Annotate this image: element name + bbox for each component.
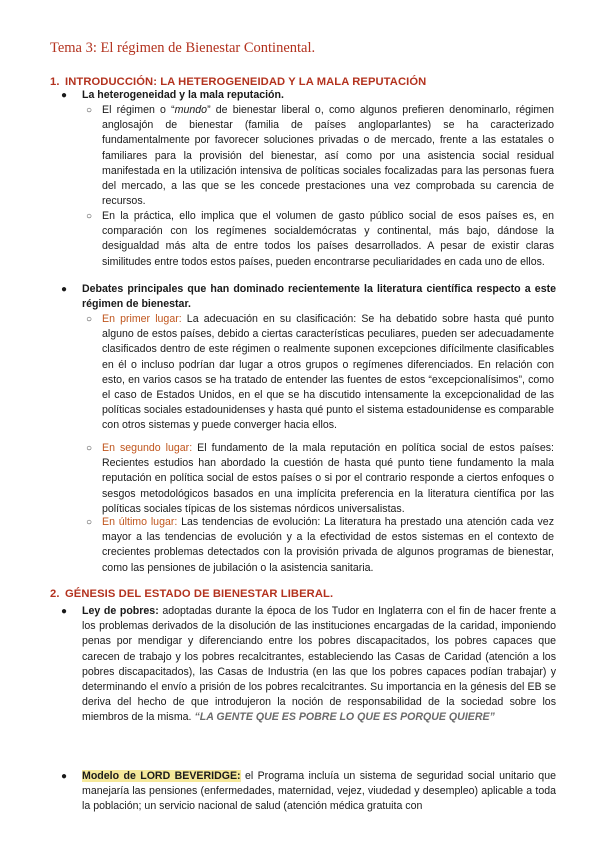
bullet-disc-icon: ● — [61, 90, 68, 101]
bullet-heterogeneidad: La heterogeneidad y la mala reputación. — [82, 89, 284, 101]
section-heading-2 — [50, 588, 333, 600]
paragraph-regimen-liberal — [102, 103, 554, 209]
section-number: 1. — [50, 76, 60, 88]
paragraph-ley-de-pobres — [82, 604, 556, 726]
paragraph-en-la-practica: En la práctica, ello implica que el volumen de gasto público social de esos países es, en comparación con los regímenes socialdemócratas y continental, más bajo, dándose la desigualdad más alta de entre todos los países desarrollados. A pesar de existir claras similitudes entre todos estos países, pueden encontrarse peculiaridades en cada uno de ellos. — [102, 210, 554, 268]
label-ultimo-lugar: En último lugar: — [102, 516, 178, 528]
text-run: Las tendencias de evolución: La literatura ha prestado una atención cada vez mayor a las tendencias de evolución y a la efectividad de estos sistemas en el contexto de crecientes problemas detectados con la provisión privada de algunos programas de bienestar, como las pensiones de jubilación o la asistencia sanitaria. — [102, 516, 554, 574]
bullet-disc-icon: ● — [61, 606, 68, 617]
label-ley-de-pobres: Ley de pobres: — [82, 605, 159, 617]
paragraph-primer-lugar — [102, 312, 554, 434]
label-beveridge: Modelo de LORD BEVERIDGE: — [82, 770, 241, 782]
label-primer-lugar: En primer lugar: — [102, 313, 182, 325]
section-heading-1 — [50, 76, 426, 88]
bullet-circle-icon: ○ — [86, 443, 93, 454]
label-segundo-lugar: En segundo lugar: — [102, 442, 193, 454]
quote-gente-pobre: “LA GENTE QUE ES POBRE LO QUE ES PORQUE QUIERE” — [194, 711, 495, 724]
paragraph-segundo-lugar — [102, 441, 554, 517]
bullet-circle-icon: ○ — [86, 105, 93, 116]
text-run: La adecuación en su clasificación: Se ha debatido sobre hasta qué punto alguno de estos países, debido a ciertas características peculiares, pueden ser adecuadamente clasificados dentro de este régimen o realmente suponen excepciones difícilmente clasificables en él o incluso podrían dar lugar a otros grupos o regímenes diferenciados. En relación con esto, en varios casos se ha tratado de entender las fuentes de estos “excepcionalísimos”, como el caso de Estados Unidos, en el que se ha discutido intensamente la excepcionalidad de las políticas sociales estadounidenses y hasta qué punto el sistema estadounidense es comparable con otros sistemas y puede converger hacia ellos. — [102, 313, 554, 432]
bullet-disc-icon: ● — [61, 284, 68, 295]
bullet-circle-icon: ○ — [86, 517, 93, 528]
bullet-circle-icon: ○ — [86, 211, 93, 222]
text-run: El fundamento de la mala reputación en política social de estos países: Recientes estudios han abordado la cuestión de hasta qué punto tiene fundamento la mala reputación en política social de estos países o si por el contrario responde a ciertos enfoques o sesgos metodológicos basados en una implícita preferencia en la literatura científica por las políticas sociales típicas de los sistemas nórdicos universalistas. — [102, 442, 554, 515]
paragraph-ultimo-lugar — [102, 515, 554, 576]
section-heading-text: INTRODUCCIÓN: LA HETEROGENEIDAD Y LA MALA REPUTACIÓN — [65, 76, 427, 88]
text-run: adoptadas durante la época de los Tudor en Inglaterra con el fin de hacer frente a los problemas derivados de la disolución de las instituciones encargadas de la caridad, imponiendo penas por mendigar y diferenciando entre los pobres discapacitados, los pobres capaces que carecen de trabajo y los pobres recalcitrantes, estableciendo las Casas de Caridad (atención a los pobres discapacitados), las Casas de Industria (en las que los pobres capaces podían trabajar) y determinando el envío a prisión de los pobres recalcitrantes. Su importancia en la génesis del EB se deriva del hecho de que introdujeron la noción de responsabilidad de la sociedad sobre los miembros de la misma. — [82, 605, 556, 724]
bullet-circle-icon: ○ — [86, 314, 93, 325]
section-heading-text: GÉNESIS DEL ESTADO DE BIENESTAR LIBERAL. — [65, 588, 334, 600]
paragraph-beveridge — [82, 769, 556, 815]
text-run: El régimen o “ — [102, 104, 175, 116]
document-title: Tema 3: El régimen de Bienestar Continental. — [50, 40, 316, 56]
bullet-debates: Debates principales que han dominado recientemente la literatura científica respecto a este régimen de bienestar. — [82, 283, 556, 311]
emphasis-mundo: mundo — [174, 104, 208, 116]
text-run: ” de bienestar liberal o, como algunos prefieren denominarlo, régimen anglosajón de bienestar (familia de países angloparlantes) se ha caracterizado fundamentalmente por favorecer soluciones privadas o de mercado, frente a las estatales o familiares para la provisión del bienestar, así como por una asistencia social residual manifestada en la utilización intensiva de políticas sociales focalizadas para las personas fuera del mercado, a las que se les concede prestaciones una vez comprobada su carencia de recursos. — [102, 104, 554, 208]
text-run: el Programa incluía un sistema de seguridad social unitario que manejaría las pensiones (enfermedades, maternidad, vejez, viudedad y desempleo) aplicable a toda la población; un servicio nacional de salud (atención médica gratuita con — [82, 770, 556, 813]
bullet-disc-icon: ● — [61, 771, 68, 782]
section-number: 2. — [50, 588, 60, 600]
